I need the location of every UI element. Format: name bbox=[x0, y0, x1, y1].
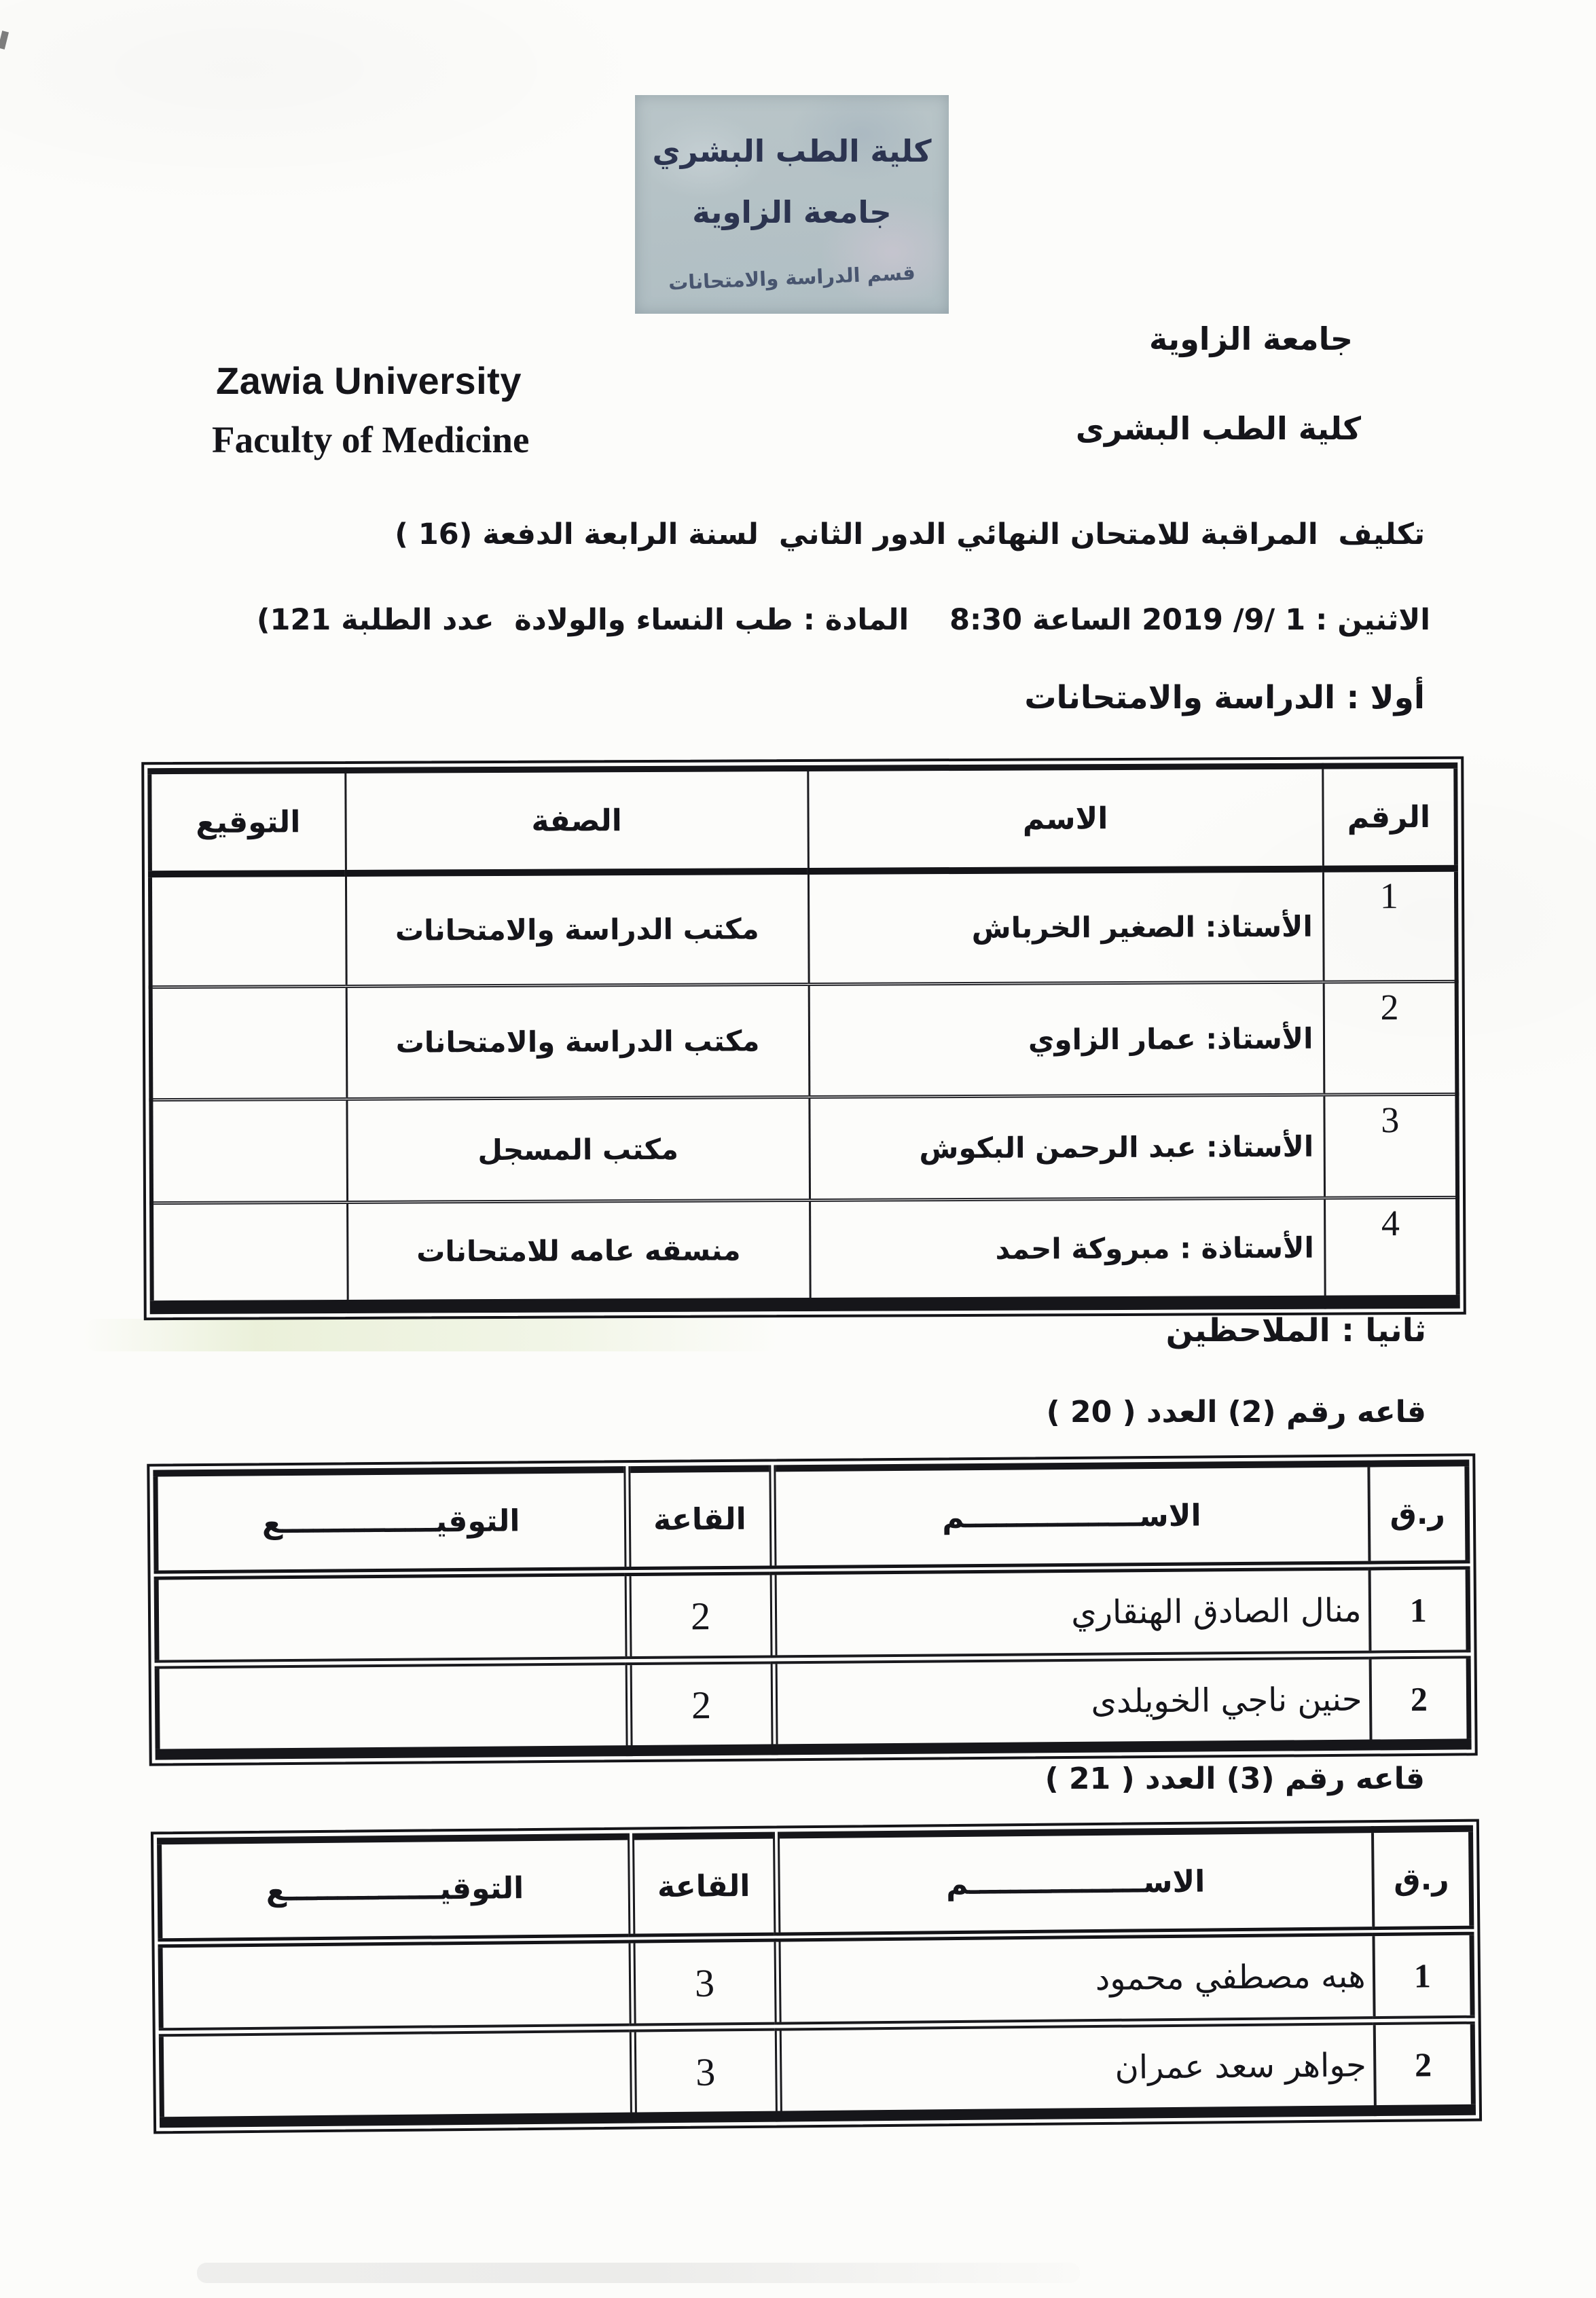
hall-number-cell: 3 bbox=[632, 2026, 778, 2118]
hall2-count: ( 20 ) bbox=[1046, 1395, 1136, 1429]
table-header-row bbox=[149, 765, 1456, 874]
row-number-cell: 2 bbox=[1374, 2020, 1473, 2111]
row-number-cell: 1 bbox=[1373, 1931, 1472, 2021]
row-number-cell: 1 bbox=[1323, 869, 1457, 982]
signature-cell bbox=[150, 873, 346, 987]
supervisor-role-cell: مكتب الدراسة والامتحانات bbox=[346, 871, 809, 986]
hall-number-cell: 3 bbox=[632, 1937, 778, 2028]
table-row bbox=[151, 1197, 1458, 1307]
table-row bbox=[151, 1094, 1457, 1203]
column-header-name: الاسم bbox=[808, 766, 1323, 871]
university-name-arabic: جامعة الزاوية bbox=[1149, 321, 1353, 357]
supervisor-name-cell: الأستاذة : مبروكة احمد bbox=[810, 1198, 1325, 1305]
stamp-university-line: جامعة الزاوية bbox=[692, 194, 892, 230]
supervisors-table bbox=[147, 763, 1459, 1314]
row-number-cell: 2 bbox=[1370, 1654, 1469, 1745]
hall2-heading-text: قاعه رقم (2) العدد bbox=[1136, 1395, 1426, 1429]
signature-cell bbox=[151, 1099, 347, 1203]
observer-name-cell: جواهر سعد عمران bbox=[778, 2021, 1375, 2117]
highlight-smudge bbox=[81, 1319, 781, 1351]
section-first-heading: أولا : الدراسة والامتحانات bbox=[1024, 679, 1425, 716]
supervisor-role-cell: منسقه عامه للامتحانات bbox=[347, 1200, 810, 1306]
supervisor-role-cell: مكتب الدراسة والامتحانات bbox=[346, 984, 810, 1099]
assignment-schedule-line bbox=[257, 603, 1430, 637]
column-header-signature: التوقيع bbox=[149, 770, 346, 874]
row-number-cell: 2 bbox=[1324, 981, 1457, 1095]
signature-cell bbox=[157, 1661, 629, 1755]
faculty-name-english: Faculty of Medicine bbox=[212, 419, 530, 460]
stamp-faculty-line: كلية الطب البشري bbox=[652, 133, 932, 169]
assignment-title-text: تكليف المراقبة للامتحان النهائي الدور الثاني لسنة الرابعة الدفعة bbox=[472, 517, 1425, 551]
row-number-cell: 1 bbox=[1369, 1565, 1468, 1655]
assignment-schedule-text: الاثنين : 1 /9/ 2019 الساعة 8:30 المادة : طب النساء والولادة عدد الطلبة bbox=[331, 603, 1430, 637]
supervisor-name-cell: الأستاذ: الصغير الخرباش bbox=[808, 869, 1324, 985]
table-row bbox=[156, 1565, 1468, 1664]
column-header-signature: التوقيـــــــــــــــع bbox=[156, 1470, 628, 1575]
column-header-role: الصفة bbox=[345, 768, 808, 873]
supervisor-role-cell: مكتب المسجل bbox=[346, 1097, 810, 1202]
supervisors-table-wrapper bbox=[141, 756, 1466, 1320]
hall-number-cell: 2 bbox=[628, 1570, 774, 1660]
column-header-number: ر.ق bbox=[1368, 1463, 1468, 1565]
hall3-heading bbox=[1045, 1762, 1425, 1796]
table-row bbox=[160, 1931, 1472, 2032]
hall2-observers-table-wrapper bbox=[147, 1453, 1477, 1766]
column-header-name: الاســـــــــــــــــم bbox=[772, 1464, 1369, 1571]
scan-smudge-bottom bbox=[197, 2263, 1080, 2283]
department-stamp bbox=[635, 95, 949, 314]
column-header-signature: التوقيـــــــــــــــع bbox=[160, 1837, 632, 1944]
table-header-row bbox=[160, 1829, 1472, 1944]
university-name-english: Zawia University bbox=[216, 359, 522, 402]
hall-number-cell: 2 bbox=[628, 1660, 774, 1751]
signature-cell bbox=[151, 986, 347, 1099]
stamp-department-line: قسم الدراسة والامتحانات bbox=[668, 261, 916, 295]
students-count: (121 bbox=[256, 603, 331, 637]
table-row bbox=[161, 2020, 1473, 2122]
signature-cell bbox=[161, 2028, 633, 2122]
hall3-observers-table-wrapper bbox=[151, 1819, 1482, 2134]
row-number-cell: 3 bbox=[1324, 1094, 1457, 1198]
signature-cell bbox=[151, 1202, 348, 1307]
faculty-name-arabic: كلية الطب البشرى bbox=[1075, 410, 1361, 447]
column-header-number: الرقم bbox=[1322, 765, 1456, 869]
observer-name-cell: حنين ناجي الخويلدى bbox=[774, 1655, 1371, 1749]
assignment-title-line bbox=[395, 517, 1425, 551]
hall3-observers-table bbox=[157, 1825, 1476, 2128]
section-second-heading: ثانيا : الملاحظين bbox=[1165, 1312, 1426, 1349]
supervisor-name-cell: الأستاذ: عمار الزاوي bbox=[809, 982, 1324, 1097]
column-header-number: ر.ق bbox=[1372, 1829, 1471, 1931]
signature-cell bbox=[160, 1939, 632, 2032]
row-number-cell: 4 bbox=[1324, 1197, 1458, 1302]
observer-name-cell: منال الصادق الهنقاري bbox=[773, 1566, 1370, 1660]
table-header-row bbox=[156, 1463, 1468, 1575]
hall2-observers-table bbox=[153, 1459, 1471, 1759]
signature-cell bbox=[156, 1571, 628, 1664]
column-header-name: الاســـــــــــــــــم bbox=[776, 1829, 1373, 1937]
column-header-hall: القاعة bbox=[631, 1836, 777, 1939]
table-row bbox=[150, 869, 1457, 987]
hall3-heading-text: قاعه رقم (3) العدد bbox=[1134, 1762, 1425, 1796]
table-row bbox=[151, 981, 1457, 1099]
observer-name-cell: هبه مصطفي محمود bbox=[777, 1931, 1374, 2026]
column-header-hall: القاعة bbox=[627, 1468, 773, 1571]
scan-artifact-mark bbox=[0, 31, 9, 50]
table-row bbox=[157, 1654, 1469, 1755]
supervisor-name-cell: الأستاذ: عبد الرحمن البكوش bbox=[809, 1095, 1324, 1200]
batch-number: ( 16) bbox=[395, 517, 473, 551]
hall2-heading bbox=[1047, 1395, 1426, 1429]
hall3-count: ( 21 ) bbox=[1045, 1762, 1135, 1796]
